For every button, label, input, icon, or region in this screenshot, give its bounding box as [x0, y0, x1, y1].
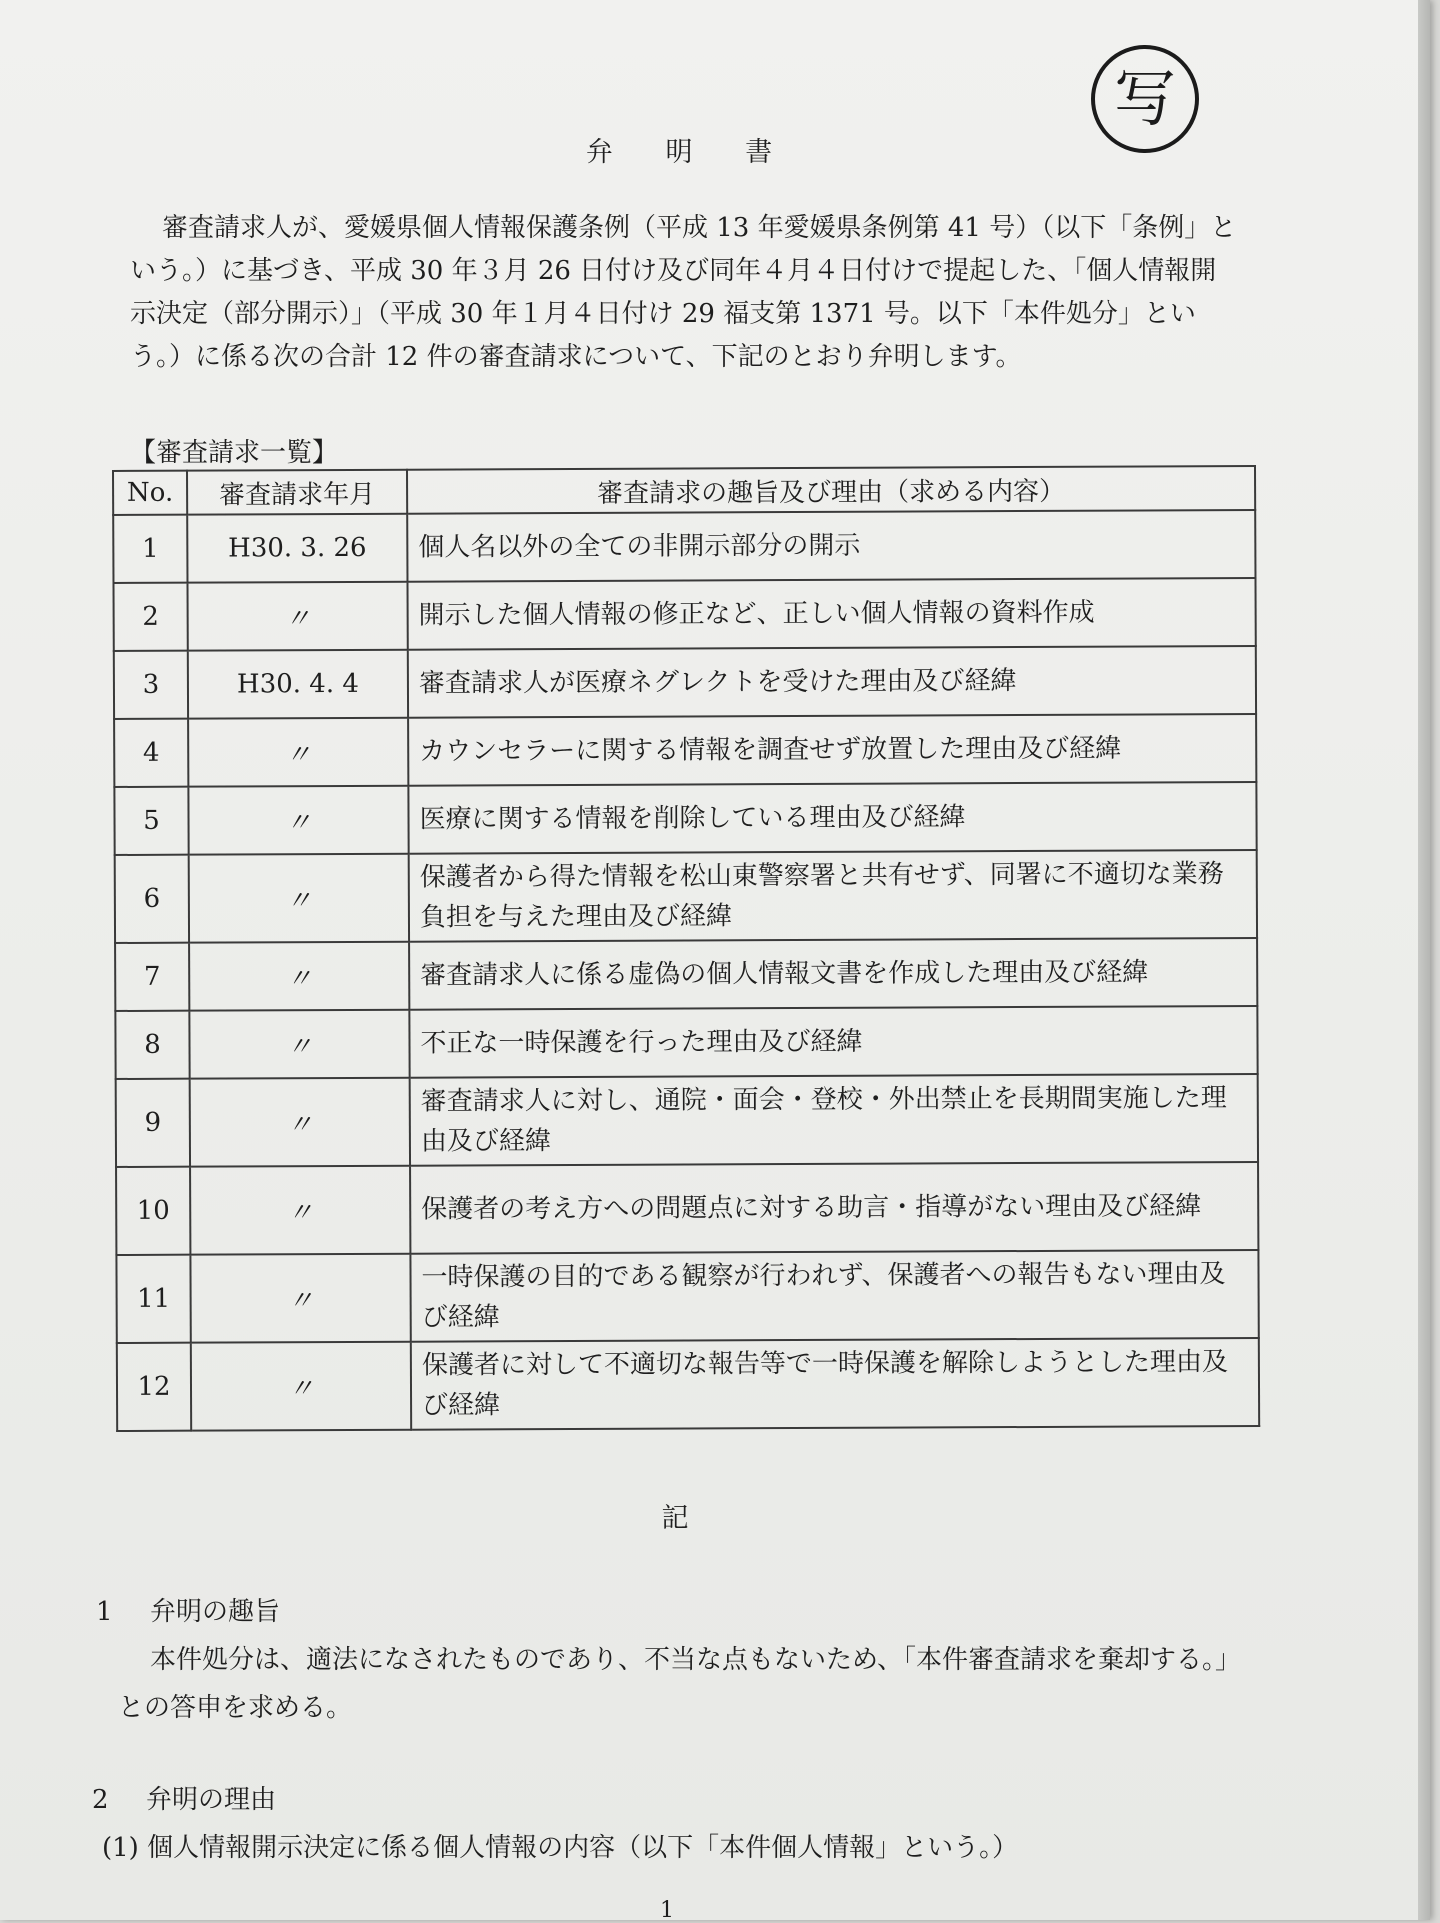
row-date: 〃 — [188, 786, 408, 855]
table-row — [114, 714, 1256, 787]
table-row — [116, 1250, 1258, 1343]
table-header-row — [113, 466, 1255, 515]
row-reason: 個人名以外の全ての非開示部分の開示 — [407, 510, 1255, 582]
intro-text: 審査請求人が、愛媛県個人情報保護条例（平成 13 年愛媛県条例第 41 号）（以下「条例」という。）に基づき、平成 30 年３月 26 日付け及び同年４月４日付けで提起した、「個人情報開示決定（部分開示）」（平成 30 年１月４日付け 29 福支第 1371 号。以下「本件処分」という。）に係る次の合計 12 件の審査請求について、下記のとおり弁明します。 — [130, 213, 1237, 372]
row-no: 10 — [116, 1167, 190, 1255]
ki-heading: 記 — [661, 1503, 689, 1534]
row-date: 〃 — [187, 582, 407, 651]
row-date: 〃 — [189, 854, 409, 943]
row-reason: 審査請求人が医療ネグレクトを受けた理由及び経緯 — [408, 646, 1256, 718]
section2-subheading — [102, 1824, 1018, 1872]
section1-title: 弁明の趣旨 — [150, 1597, 281, 1627]
row-reason: 不正な一時保護を行った理由及び経緯 — [409, 1006, 1257, 1078]
row-reason: 保護者から得た情報を松山東警察署と共有せず、同署に不適切な業務負担を与えた理由及び経緯 — [409, 850, 1257, 942]
row-reason: カウンセラーに関する情報を調査せず放置した理由及び経緯 — [408, 714, 1256, 786]
section2-heading — [92, 1776, 276, 1824]
row-no: 6 — [115, 855, 189, 943]
row-date: 〃 — [188, 718, 408, 787]
section2-title: 弁明の理由 — [146, 1785, 277, 1815]
svg-text:写: 写 — [1113, 62, 1177, 135]
section1-text: 本件処分は、適法になされたものであり、不当な点もないため、「本件審査請求を棄却する。」との答申を求める。 — [118, 1645, 1241, 1723]
request-list-heading: 【審査請求一覧】 — [130, 438, 339, 468]
section1-number: 1 — [96, 1597, 113, 1627]
row-date: 〃 — [190, 1078, 410, 1167]
row-date: 〃 — [190, 1166, 410, 1255]
page-number: 1 — [660, 1898, 674, 1923]
row-reason: 一時保護の目的である観察が行われず、保護者への報告もない理由及び経緯 — [410, 1250, 1258, 1342]
table-row — [113, 578, 1255, 651]
table-row — [117, 1338, 1259, 1431]
document-title: 弁 明 書 — [585, 137, 795, 168]
page-edge-shadow — [1418, 0, 1430, 1920]
section2-sub-title: 個人情報開示決定に係る個人情報の内容（以下「本件個人情報」という。） — [147, 1833, 1019, 1863]
row-date: 〃 — [189, 1010, 409, 1079]
row-no: 5 — [114, 787, 188, 855]
row-reason: 開示した個人情報の修正など、正しい個人情報の資料作成 — [407, 578, 1255, 650]
row-date: 〃 — [189, 942, 409, 1011]
row-reason: 保護者に対して不適切な報告等で一時保護を解除しようとした理由及び経緯 — [411, 1338, 1259, 1430]
table-row — [115, 1006, 1257, 1079]
intro-paragraph — [130, 207, 1240, 379]
section2-number: 2 — [92, 1785, 109, 1815]
section2-sub-number: (1) — [102, 1833, 139, 1863]
section1-heading — [96, 1588, 280, 1636]
row-no: 9 — [116, 1079, 190, 1167]
row-reason: 審査請求人に係る虚偽の個人情報文書を作成した理由及び経緯 — [409, 938, 1257, 1010]
row-reason: 保護者の考え方への問題点に対する助言・指導がない理由及び経緯 — [410, 1162, 1258, 1254]
header-date: 審査請求年月 — [187, 470, 407, 515]
table-row — [113, 510, 1255, 583]
table-row — [116, 1162, 1258, 1255]
section1-body — [118, 1636, 1248, 1732]
table-row — [114, 782, 1256, 855]
request-table — [112, 465, 1260, 1432]
row-date: 〃 — [191, 1342, 411, 1431]
row-no: 7 — [115, 943, 189, 1011]
row-no: 3 — [114, 651, 188, 719]
header-no: No. — [113, 471, 187, 515]
row-no: 8 — [115, 1011, 189, 1079]
table-row — [116, 1074, 1258, 1167]
row-no: 12 — [117, 1343, 191, 1431]
row-reason: 審査請求人に対し、通院・面会・登校・外出禁止を長期間実施した理由及び経緯 — [410, 1074, 1258, 1166]
table-row — [115, 938, 1257, 1011]
row-no: 11 — [116, 1255, 190, 1343]
table-row — [115, 850, 1257, 943]
header-reason: 審査請求の趣旨及び理由（求める内容） — [407, 466, 1255, 514]
row-date: 〃 — [190, 1254, 410, 1343]
row-date: H30. 3. 26 — [187, 514, 407, 583]
row-no: 1 — [113, 515, 187, 583]
table-row — [114, 646, 1256, 719]
row-reason: 医療に関する情報を削除している理由及び経緯 — [408, 782, 1256, 854]
row-no: 2 — [113, 583, 187, 651]
row-date: H30. 4. 4 — [188, 650, 408, 719]
row-no: 4 — [114, 719, 188, 787]
